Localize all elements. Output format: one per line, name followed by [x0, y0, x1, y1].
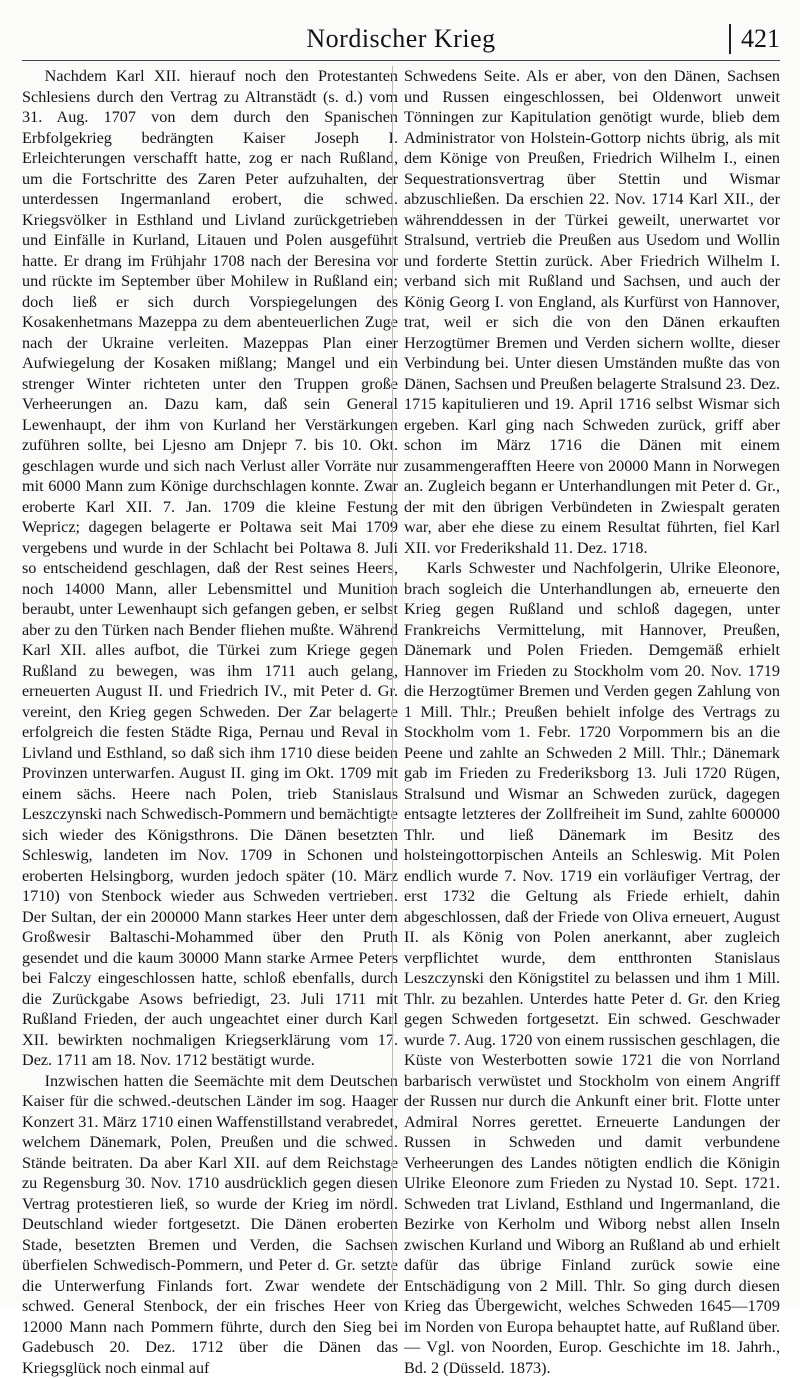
page-number: 421 [729, 24, 780, 54]
right-column [404, 66, 780, 1292]
paragraph: Nachdem Karl XII. hierauf noch den Protestanten Schlesiens durch den Vertrag zu Altranstädt (s. d.) vom 31. Aug. 1707 von dem durch den Spanischen Erbfolgekrieg bedrängten Kaiser Joseph I. Erleichterungen verschafft hatte, zog er nach Rußland, um die Fortschritte des Zaren Peter aufzuhalten, der unterdessen Ingermanland erobert, die schwed. Kriegsvölker in Esthland und Livland zurückgetrieben und Einfälle in Kurland, Litauen und Polen ausgeführt hatte. Er drang im Frühjahr 1708 nach der Beresina vor und rückte im September über Mohilew in Rußland ein; doch ließ er sich durch Vorspiegelungen des Kosakenhetmans Mazeppa zu dem abenteuerlichen Zuge nach der Ukraine verleiten. Mazeppas Plan einer Aufwiegelung der Kosaken mißlang; Mangel und ein strenger Winter richteten unter den Truppen große Verheerungen an. Dazu kam, daß sein General Lewenhaupt, der ihm von Kurland her Verstärkungen zuführen sollte, bei Ljesno am Dnjepr 7. bis 10. Okt. geschlagen wurde und sich nach Verlust aller Vorräte nur mit 6000 Mann zum Könige durchschlagen konnte. Zwar eroberte Karl XII. 7. Jan. 1709 die kleine Festung Wepricz; dagegen belagerte er Poltawa seit Mai 1709 vergebens und wurde in der Schlacht bei Poltawa 8. Juli so entscheidend geschlagen, daß der Rest seines Heers, noch 14000 Mann, aller Lebensmittel und Munition beraubt, unter Lewenhaupt sich gefangen geben, er selbst aber zu den Türken nach Bender fliehen mußte. Während Karl XII. alles aufbot, die Türkei zum Kriege gegen Rußland zu bewegen, was ihm 1711 auch gelang, erneuerten August II. und Friedrich IV., mit Peter d. Gr. vereint, den Krieg gegen Schweden. Der Zar belagerte erfolgreich die festen Städte Riga, Pernau und Reval in Livland und Esthland, so daß sich ihm 1710 diese beiden Provinzen unterwarfen. August II. ging im Okt. 1709 mit einem sächs. Heere nach Polen, trieb Stanislaus Leszczynski nach Schwedisch-Pommern und bemächtigte sich wieder des Königsthrons. Die Dänen besetzten Schleswig, landeten im Nov. 1709 in Schonen und eroberten Helsingborg, wurden jedoch später (10. März 1710) von Stenbock wieder aus Schweden vertrieben. Der Sultan, der ein 200000 Mann starkes Heer unter dem Großwesir Baltaschi-Mohammed über den Pruth gesendet und die kaum 30000 Mann starke Armee Peters bei Falczy eingeschlossen hatte, schloß ebenfalls, durch die Zurückgabe Asows befriedigt, 23. Juli 1711 mit Rußland Frieden, der auch ungeachtet einer durch Karl XII. bewirkten nochmaligen Kriegserklärung vom 17. Dez. 1711 am 18. Nov. 1712 bestätigt wurde. [22, 66, 398, 1071]
page-header [22, 14, 780, 58]
header-rule [22, 60, 780, 61]
paragraph: Karls Schwester und Nachfolgerin, Ulrike Eleonore, brach sogleich die Unterhandlungen ab, erneuerte den Krieg gegen Rußland und schloß dagegen, unter Frankreichs Vermittelung, mit Hannover, Preußen, Dänemark und Polen Frieden. Demgemäß erhielt Hannover im Frieden zu Stockholm vom 20. Nov. 1719 die Herzogtümer Bremen und Verden gegen Zahlung von 1 Mill. Thlr.; Preußen behielt infolge des Vertrags zu Stockholm vom 1. Febr. 1720 Vorpommern bis an die Peene und zahlte an Schweden 2 Mill. Thlr.; Dänemark gab im Frieden zu Frederiksborg 13. Juli 1720 Rügen, Stralsund und Wismar an Schweden zurück, dagegen entsagte letzteres der Zollfreiheit im Sund, zahlte 600000 Thlr. und ließ Dänemark im Besitz des holsteingottorpischen Anteils an Schleswig. Mit Polen endlich wurde 7. Nov. 1719 ein vorläufiger Vertrag, der erst 1732 die Geltung als Friede erhielt, dahin abgeschlossen, daß der Friede von Oliva erneuert, August II. als König von Polen anerkannt, aber zugleich verpflichtet wurde, dem entthronten Stanislaus Leszczynski den Königstitel zu belassen und ihm 1 Mill. Thlr. zu bezahlen. Unterdes hatte Peter d. Gr. den Krieg gegen Schweden fortgesetzt. Ein schwed. Geschwader wurde 7. Aug. 1720 von einem russischen geschlagen, die Küste von Westerbotten sowie 1721 die von Norrland barbarisch verwüstet und Stockholm von einem Angriff der Russen nur durch die Ankunft einer brit. Flotte unter Admiral Norres gerettet. Erneuerte Landungen der Russen in Schweden und damit verbundene Verheerungen des Landes nötigten endlich die Königin Ulrike Eleonore zum Frieden zu Nystad 10. Sept. 1721. Schweden trat Livland, Esthland und Ingermanland, die Bezirke von Kerholm und Wiborg nebst allen Inseln zwischen Kurland und Wiborg an Rußland ab und erhielt dafür das übrige Finland zurück sowie eine Entschädigung von 2 Mill. Thlr. So ging durch diesen Krieg das Übergewicht, welches Schweden 1645—1709 im Norden von Europa behauptet hatte, auf Rußland über. — Vgl. von Noorden, Europ. Geschichte im 18. Jahrh., Bd. 2 (Düsseld. 1873). [404, 558, 780, 1378]
paragraph-continuation: Schwedens Seite. Als er aber, von den Dänen, Sachsen und Russen eingeschlossen, bei Oldenwort unweit Tönningen zur Kapitulation genötigt wurde, blieb dem Administrator von Holstein-Gottorp nichts übrig, als mit dem Könige von Preußen, Friedrich Wilhelm I., einen Sequestrationsvertrag über Stettin und Wismar abzuschließen. Da erschien 22. Nov. 1714 Karl XII., der währenddessen in der Türkei geweilt, unerwartet vor Stralsund, vertrieb die Preußen aus Usedom und Wollin und forderte Stettin zurück. Aber Friedrich Wilhelm I. verband sich mit Rußland und Sachsen, und auch der König Georg I. von England, als Kurfürst von Hannover, trat, weil er sich die von den Dänen erkauften Herzogtümer Bremen und Verden sichern wollte, dieser Verbindung bei. Unter diesen Umständen mußte das von Dänen, Sachsen und Preußen belagerte Stralsund 23. Dez. 1715 kapitulieren und 19. April 1716 selbst Wismar sich ergeben. Karl ging nach Schweden zurück, griff aber schon im März 1716 die Dänen mit einem zusammengerafften Heere von 20000 Mann in Norwegen an. Zugleich begann er Unterhandlungen mit Peter d. Gr., der mit den übrigen Verbündeten in Zwiespalt geraten war, aber ehe diese zu einem Resultat führten, fiel Karl XII. vor Frederikshald 11. Dez. 1718. [404, 66, 780, 558]
running-head: Nordischer Krieg [22, 24, 780, 54]
paragraph: Inzwischen hatten die Seemächte mit dem Deutschen Kaiser für die schwed.-deutschen Länder im sog. Haager Konzert 31. März 1710 einen Waffenstillstand verabredet, welchem Dänemark, Polen, Preußen und die schwed. Stände beitraten. Da aber Karl XII. auf dem Reichstage zu Regensburg 30. Nov. 1710 ausdrücklich gegen diesen Vertrag protestieren ließ, so wurde der Krieg im nördl. Deutschland wieder fortgesetzt. Die Dänen eroberten Stade, besetzten Bremen und Verden, die Sachsen überfielen Schwedisch-Pommern, und Peter d. Gr. setzte die Unterwerfung Finlands fort. Zwar wendete der schwed. General Stenbock, der ein frisches Heer von 12000 Mann nach Pommern führte, durch den Sieg bei Gadebusch 20. Dez. 1712 über die Dänen das Kriegsglück noch einmal auf [22, 1071, 398, 1378]
column-divider [392, 66, 393, 1286]
left-column [22, 66, 398, 1292]
